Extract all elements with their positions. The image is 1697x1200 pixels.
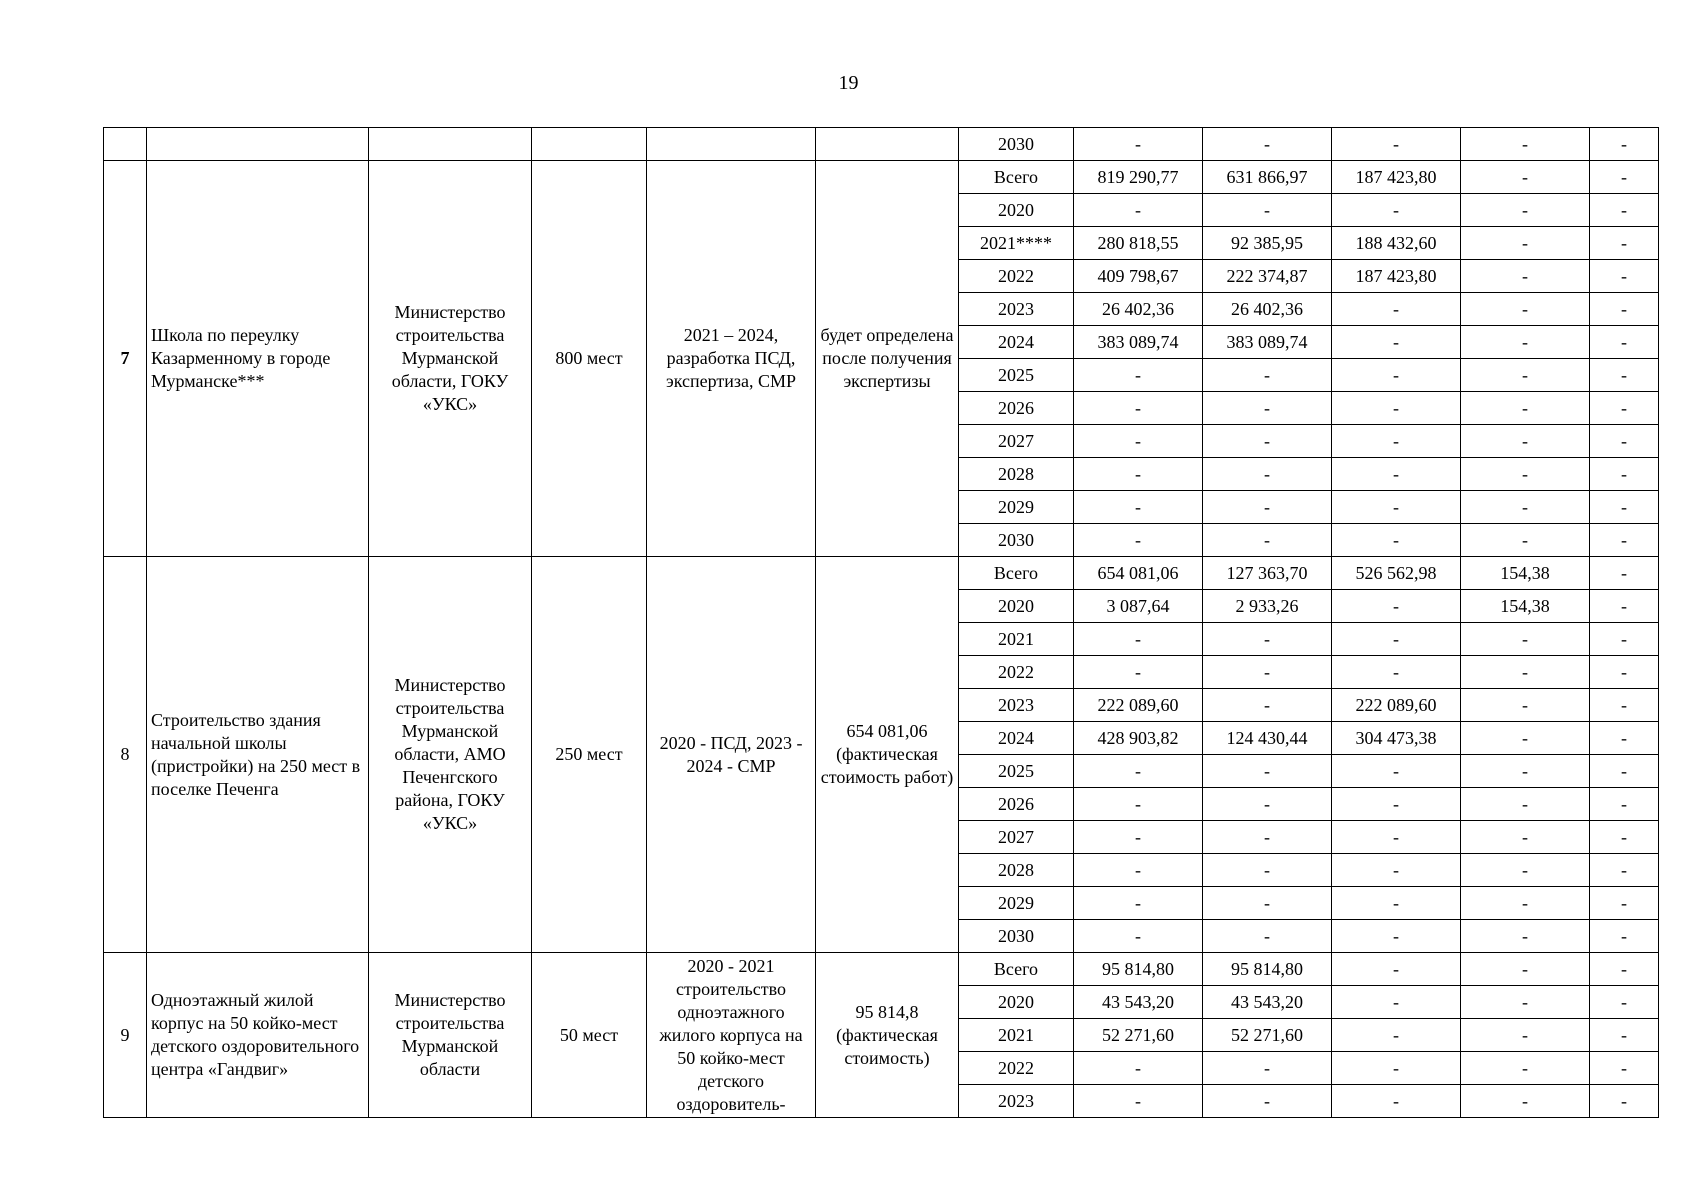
value-cell: - xyxy=(1590,326,1659,359)
value-cell: - xyxy=(1074,821,1203,854)
value-cell: - xyxy=(1590,557,1659,590)
value-cell: - xyxy=(1590,854,1659,887)
value-cell: - xyxy=(1461,986,1590,1019)
value-cell: - xyxy=(1590,194,1659,227)
value-cell: - xyxy=(1590,986,1659,1019)
value-cell: - xyxy=(1461,788,1590,821)
value-cell: 187 423,80 xyxy=(1332,161,1461,194)
value-cell: - xyxy=(1332,293,1461,326)
value-cell: - xyxy=(1461,623,1590,656)
value-cell: - xyxy=(1461,524,1590,557)
year-cell: 2023 xyxy=(959,1085,1074,1118)
object-customer: Министерство строительства Мурманской области, АМО Печенгского района, ГОКУ «УКС» xyxy=(369,557,532,953)
object-customer: Министерство строительства Мурманской области xyxy=(369,953,532,1118)
value-cell: - xyxy=(1590,656,1659,689)
value-cell: 222 089,60 xyxy=(1332,689,1461,722)
value-cell: - xyxy=(1074,788,1203,821)
value-cell: - xyxy=(1590,1085,1659,1118)
value-cell: - xyxy=(1461,161,1590,194)
table-row xyxy=(104,161,1659,194)
value-cell: - xyxy=(1074,359,1203,392)
value-cell: - xyxy=(1461,887,1590,920)
value-cell: - xyxy=(1332,359,1461,392)
value-cell: 52 271,60 xyxy=(1074,1019,1203,1052)
year-cell: 2021 xyxy=(959,1019,1074,1052)
value-cell: - xyxy=(1074,524,1203,557)
value-cell: - xyxy=(1461,1085,1590,1118)
object-period: 2020 - ПСД, 2023 - 2024 - СМР xyxy=(647,557,816,953)
year-cell: 2020 xyxy=(959,986,1074,1019)
value-cell: 222 089,60 xyxy=(1074,689,1203,722)
value-cell: - xyxy=(1590,260,1659,293)
value-cell: - xyxy=(1461,260,1590,293)
value-cell: 631 866,97 xyxy=(1203,161,1332,194)
value-cell: - xyxy=(1074,1085,1203,1118)
year-cell: 2020 xyxy=(959,194,1074,227)
empty-cell xyxy=(104,128,147,161)
value-cell: - xyxy=(1332,326,1461,359)
page-number: 19 xyxy=(838,72,859,94)
value-cell: 819 290,77 xyxy=(1074,161,1203,194)
value-cell: - xyxy=(1590,458,1659,491)
value-cell: - xyxy=(1590,590,1659,623)
value-cell: - xyxy=(1461,953,1590,986)
object-cost: будет определена после получения экспертизы xyxy=(816,161,959,557)
year-cell: 2026 xyxy=(959,392,1074,425)
empty-cell xyxy=(532,128,647,161)
value-cell: - xyxy=(1332,590,1461,623)
value-cell: 383 089,74 xyxy=(1203,326,1332,359)
value-cell: - xyxy=(1203,821,1332,854)
year-cell: 2023 xyxy=(959,689,1074,722)
value-cell: 95 814,80 xyxy=(1074,953,1203,986)
value-cell: - xyxy=(1074,656,1203,689)
year-cell: 2027 xyxy=(959,821,1074,854)
object-cost: 95 814,8 (фактическая стоимость) xyxy=(816,953,959,1118)
value-cell: - xyxy=(1461,326,1590,359)
empty-cell xyxy=(147,128,369,161)
value-cell: - xyxy=(1461,722,1590,755)
value-cell: - xyxy=(1461,1052,1590,1085)
table-row xyxy=(104,557,1659,590)
value-cell: - xyxy=(1332,194,1461,227)
value-cell: - xyxy=(1590,623,1659,656)
value-cell: - xyxy=(1203,458,1332,491)
value-cell: - xyxy=(1461,854,1590,887)
value-cell: - xyxy=(1461,293,1590,326)
value-cell: - xyxy=(1332,524,1461,557)
value-cell: - xyxy=(1332,854,1461,887)
table-body xyxy=(104,128,1659,1118)
year-cell: 2030 xyxy=(959,920,1074,953)
value-cell: - xyxy=(1461,755,1590,788)
year-cell: 2021 xyxy=(959,623,1074,656)
value-cell: 43 543,20 xyxy=(1074,986,1203,1019)
year-cell: 2022 xyxy=(959,656,1074,689)
value-cell: - xyxy=(1203,887,1332,920)
value-cell: - xyxy=(1074,392,1203,425)
year-cell: 2029 xyxy=(959,887,1074,920)
value-cell: - xyxy=(1203,854,1332,887)
value-cell: - xyxy=(1074,920,1203,953)
value-cell: - xyxy=(1203,1052,1332,1085)
value-cell: - xyxy=(1074,128,1203,161)
value-cell: 52 271,60 xyxy=(1203,1019,1332,1052)
object-period: 2020 - 2021 строительство одноэтажного жилого корпуса на 50 койко-мест детского оздоровитель- xyxy=(647,953,816,1118)
value-cell: 654 081,06 xyxy=(1074,557,1203,590)
value-cell: - xyxy=(1590,887,1659,920)
value-cell: 127 363,70 xyxy=(1203,557,1332,590)
value-cell: - xyxy=(1332,1085,1461,1118)
value-cell: - xyxy=(1590,227,1659,260)
year-cell: 2030 xyxy=(959,524,1074,557)
value-cell: 154,38 xyxy=(1461,557,1590,590)
year-cell: 2024 xyxy=(959,326,1074,359)
value-cell: - xyxy=(1332,458,1461,491)
value-cell: - xyxy=(1332,788,1461,821)
object-capacity: 50 мест xyxy=(532,953,647,1118)
value-cell: - xyxy=(1332,986,1461,1019)
value-cell: - xyxy=(1074,491,1203,524)
value-cell: - xyxy=(1590,689,1659,722)
value-cell: - xyxy=(1203,1085,1332,1118)
year-cell: 2025 xyxy=(959,755,1074,788)
year-cell: 2028 xyxy=(959,458,1074,491)
value-cell: - xyxy=(1590,491,1659,524)
object-customer: Министерство строительства Мурманской области, ГОКУ «УКС» xyxy=(369,161,532,557)
value-cell: - xyxy=(1590,788,1659,821)
year-cell: Всего xyxy=(959,161,1074,194)
year-cell: 2025 xyxy=(959,359,1074,392)
value-cell: 154,38 xyxy=(1461,590,1590,623)
value-cell: 26 402,36 xyxy=(1074,293,1203,326)
object-name: Строительство здания начальной школы (пристройки) на 250 мест в поселке Печенга xyxy=(147,557,369,953)
value-cell: 95 814,80 xyxy=(1203,953,1332,986)
object-capacity: 800 мест xyxy=(532,161,647,557)
value-cell: - xyxy=(1332,887,1461,920)
value-cell: - xyxy=(1461,128,1590,161)
value-cell: - xyxy=(1074,458,1203,491)
value-cell: - xyxy=(1332,623,1461,656)
object-capacity: 250 мест xyxy=(532,557,647,953)
value-cell: 526 562,98 xyxy=(1332,557,1461,590)
year-cell: 2028 xyxy=(959,854,1074,887)
value-cell: 187 423,80 xyxy=(1332,260,1461,293)
value-cell: - xyxy=(1203,425,1332,458)
value-cell: - xyxy=(1203,194,1332,227)
value-cell: - xyxy=(1590,392,1659,425)
value-cell: - xyxy=(1590,953,1659,986)
year-cell: 2022 xyxy=(959,1052,1074,1085)
object-number: 9 xyxy=(104,953,147,1118)
value-cell: 124 430,44 xyxy=(1203,722,1332,755)
value-cell: - xyxy=(1461,491,1590,524)
year-cell: 2027 xyxy=(959,425,1074,458)
value-cell: - xyxy=(1461,1019,1590,1052)
object-cost: 654 081,06 (фактическая стоимость работ) xyxy=(816,557,959,953)
value-cell: - xyxy=(1590,128,1659,161)
value-cell: 43 543,20 xyxy=(1203,986,1332,1019)
value-cell: 280 818,55 xyxy=(1074,227,1203,260)
value-cell: - xyxy=(1203,656,1332,689)
value-cell: - xyxy=(1332,491,1461,524)
value-cell: 383 089,74 xyxy=(1074,326,1203,359)
table-row xyxy=(104,953,1659,986)
year-cell: 2022 xyxy=(959,260,1074,293)
value-cell: - xyxy=(1461,227,1590,260)
value-cell: - xyxy=(1074,1052,1203,1085)
year-cell: 2026 xyxy=(959,788,1074,821)
value-cell: - xyxy=(1203,392,1332,425)
value-cell: - xyxy=(1203,491,1332,524)
table-row-continuation xyxy=(104,128,1659,161)
value-cell: - xyxy=(1074,854,1203,887)
value-cell: - xyxy=(1332,953,1461,986)
value-cell: - xyxy=(1590,293,1659,326)
year-cell: 2030 xyxy=(959,128,1074,161)
value-cell: - xyxy=(1461,689,1590,722)
value-cell: - xyxy=(1332,920,1461,953)
value-cell: 222 374,87 xyxy=(1203,260,1332,293)
object-period: 2021 – 2024, разработка ПСД, экспертиза, СМР xyxy=(647,161,816,557)
value-cell: - xyxy=(1074,623,1203,656)
object-name: Одноэтажный жилой корпус на 50 койко-мест детского оздоровительного центра «Гандвиг» xyxy=(147,953,369,1118)
object-name: Школа по переулку Казарменному в городе Мурманске*** xyxy=(147,161,369,557)
value-cell: - xyxy=(1590,359,1659,392)
value-cell: - xyxy=(1461,194,1590,227)
empty-cell xyxy=(816,128,959,161)
value-cell: 409 798,67 xyxy=(1074,260,1203,293)
value-cell: - xyxy=(1332,425,1461,458)
value-cell: - xyxy=(1461,359,1590,392)
year-cell: 2029 xyxy=(959,491,1074,524)
value-cell: - xyxy=(1590,1019,1659,1052)
value-cell: - xyxy=(1074,887,1203,920)
value-cell: - xyxy=(1590,1052,1659,1085)
year-cell: 2023 xyxy=(959,293,1074,326)
value-cell: - xyxy=(1203,689,1332,722)
value-cell: - xyxy=(1590,755,1659,788)
value-cell: - xyxy=(1332,128,1461,161)
value-cell: - xyxy=(1203,524,1332,557)
value-cell: 26 402,36 xyxy=(1203,293,1332,326)
value-cell: - xyxy=(1332,821,1461,854)
year-cell: Всего xyxy=(959,557,1074,590)
value-cell: - xyxy=(1461,425,1590,458)
value-cell: - xyxy=(1461,821,1590,854)
value-cell: - xyxy=(1074,425,1203,458)
value-cell: - xyxy=(1590,425,1659,458)
value-cell: 304 473,38 xyxy=(1332,722,1461,755)
value-cell: - xyxy=(1332,1019,1461,1052)
value-cell: 428 903,82 xyxy=(1074,722,1203,755)
investment-table xyxy=(103,127,1659,1118)
value-cell: - xyxy=(1203,623,1332,656)
value-cell: - xyxy=(1203,788,1332,821)
value-cell: - xyxy=(1590,161,1659,194)
value-cell: - xyxy=(1203,920,1332,953)
empty-cell xyxy=(647,128,816,161)
value-cell: - xyxy=(1461,656,1590,689)
value-cell: - xyxy=(1074,755,1203,788)
empty-cell xyxy=(369,128,532,161)
value-cell: - xyxy=(1332,656,1461,689)
value-cell: - xyxy=(1590,524,1659,557)
value-cell: - xyxy=(1590,920,1659,953)
year-cell: 2021**** xyxy=(959,227,1074,260)
value-cell: - xyxy=(1203,128,1332,161)
year-cell: 2020 xyxy=(959,590,1074,623)
value-cell: - xyxy=(1590,722,1659,755)
value-cell: - xyxy=(1461,392,1590,425)
value-cell: 3 087,64 xyxy=(1074,590,1203,623)
value-cell: - xyxy=(1461,920,1590,953)
object-number: 7 xyxy=(104,161,147,557)
value-cell: 2 933,26 xyxy=(1203,590,1332,623)
value-cell: - xyxy=(1332,392,1461,425)
value-cell: - xyxy=(1203,359,1332,392)
value-cell: - xyxy=(1590,821,1659,854)
year-cell: Всего xyxy=(959,953,1074,986)
year-cell: 2024 xyxy=(959,722,1074,755)
value-cell: - xyxy=(1332,755,1461,788)
value-cell: - xyxy=(1074,194,1203,227)
value-cell: - xyxy=(1203,755,1332,788)
value-cell: 188 432,60 xyxy=(1332,227,1461,260)
value-cell: - xyxy=(1461,458,1590,491)
value-cell: 92 385,95 xyxy=(1203,227,1332,260)
object-number: 8 xyxy=(104,557,147,953)
value-cell: - xyxy=(1332,1052,1461,1085)
